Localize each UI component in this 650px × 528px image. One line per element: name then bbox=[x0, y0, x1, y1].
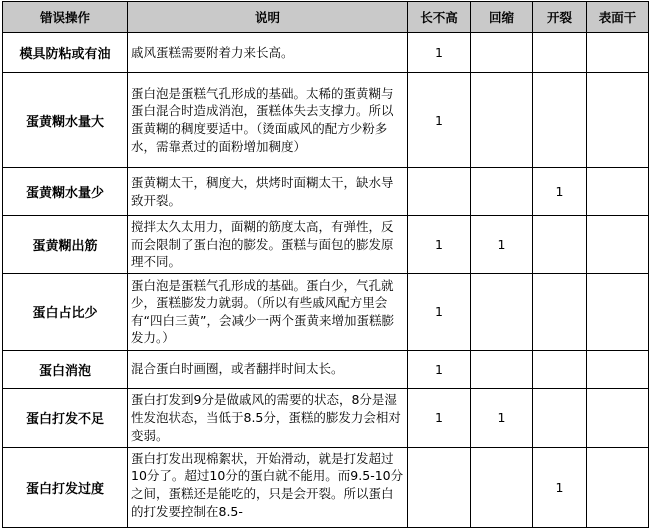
crack-cell bbox=[533, 350, 587, 388]
shrink-cell: 1 bbox=[471, 388, 533, 447]
crack-cell bbox=[533, 33, 587, 73]
not-rising-cell: 1 bbox=[408, 216, 471, 274]
crack-cell bbox=[533, 388, 587, 447]
error-cell: 蛋白打发过度 bbox=[3, 447, 128, 527]
desc-cell: 混合蛋白时画圈，或者翻拌时间太长。 bbox=[128, 350, 408, 388]
crack-cell bbox=[533, 73, 587, 168]
troubleshooting-table bbox=[2, 1, 649, 528]
shrink-cell bbox=[471, 33, 533, 73]
crack-cell bbox=[533, 273, 587, 350]
table-row bbox=[3, 273, 649, 350]
crack-cell bbox=[533, 216, 587, 274]
error-cell: 模具防粘或有油 bbox=[3, 33, 128, 73]
crack-cell: 1 bbox=[533, 447, 587, 527]
dry-surface-cell bbox=[587, 388, 649, 447]
not-rising-cell bbox=[408, 447, 471, 527]
header-crack: 开裂 bbox=[533, 2, 587, 33]
not-rising-cell: 1 bbox=[408, 273, 471, 350]
table-row bbox=[3, 33, 649, 73]
error-cell: 蛋白占比少 bbox=[3, 273, 128, 350]
dry-surface-cell bbox=[587, 216, 649, 274]
not-rising-cell: 1 bbox=[408, 350, 471, 388]
crack-cell: 1 bbox=[533, 168, 587, 216]
shrink-cell bbox=[471, 273, 533, 350]
dry-surface-cell bbox=[587, 168, 649, 216]
table-row bbox=[3, 73, 649, 168]
error-cell: 蛋黄糊水量少 bbox=[3, 168, 128, 216]
dry-surface-cell bbox=[587, 447, 649, 527]
header-error-op: 错误操作 bbox=[3, 2, 128, 33]
header-row bbox=[3, 2, 649, 33]
table-row bbox=[3, 388, 649, 447]
dry-surface-cell bbox=[587, 73, 649, 168]
desc-cell: 蛋白打发出现棉絮状，开始滑动，就是打发超过10分了。超过10分的蛋白就不能用。而9.5-10分之间，蛋糕还是能吃的，只是会开裂。所以蛋白的打发要控制在8.5- bbox=[128, 447, 408, 527]
dry-surface-cell bbox=[587, 33, 649, 73]
shrink-cell bbox=[471, 447, 533, 527]
header-shrink: 回缩 bbox=[471, 2, 533, 33]
not-rising-cell bbox=[408, 168, 471, 216]
dry-surface-cell bbox=[587, 273, 649, 350]
not-rising-cell: 1 bbox=[408, 73, 471, 168]
desc-cell: 蛋白打发到9分是做戚风的需要的状态，8分是湿性发泡状态，当低于8.5分，蛋糕的膨发力会相对变弱。 bbox=[128, 388, 408, 447]
table-row bbox=[3, 447, 649, 527]
shrink-cell bbox=[471, 168, 533, 216]
desc-cell: 搅拌太久太用力，面糊的筋度太高，有弹性，反而会限制了蛋白泡的膨发。蛋糕与面包的膨发原理不同。 bbox=[128, 216, 408, 274]
not-rising-cell: 1 bbox=[408, 33, 471, 73]
error-cell: 蛋黄糊水量大 bbox=[3, 73, 128, 168]
error-cell: 蛋白打发不足 bbox=[3, 388, 128, 447]
error-cell: 蛋黄糊出筋 bbox=[3, 216, 128, 274]
shrink-cell bbox=[471, 350, 533, 388]
table-row bbox=[3, 350, 649, 388]
shrink-cell: 1 bbox=[471, 216, 533, 274]
shrink-cell bbox=[471, 73, 533, 168]
desc-cell: 蛋白泡是蛋糕气孔形成的基础。蛋白少，气孔就少，蛋糕膨发力就弱。（所以有些戚风配方里会有“四白三黄”，会减少一两个蛋黄来增加蛋糕膨发力。） bbox=[128, 273, 408, 350]
table-row bbox=[3, 168, 649, 216]
dry-surface-cell bbox=[587, 350, 649, 388]
desc-cell: 蛋白泡是蛋糕气孔形成的基础。太稀的蛋黄糊与蛋白混合时造成消泡，蛋糕体失去支撑力。所以蛋黄糊的稠度要适中。（烫面戚风的配方少粉多水，需靠煮过的面粉增加稠度） bbox=[128, 73, 408, 168]
header-desc: 说明 bbox=[128, 2, 408, 33]
desc-cell: 戚风蛋糕需要附着力来长高。 bbox=[128, 33, 408, 73]
not-rising-cell: 1 bbox=[408, 388, 471, 447]
header-dry-surface: 表面干 bbox=[587, 2, 649, 33]
header-not-rising: 长不高 bbox=[408, 2, 471, 33]
desc-cell: 蛋黄糊太干，稠度大，烘烤时面糊太干，缺水导致开裂。 bbox=[128, 168, 408, 216]
table-row bbox=[3, 216, 649, 274]
error-cell: 蛋白消泡 bbox=[3, 350, 128, 388]
